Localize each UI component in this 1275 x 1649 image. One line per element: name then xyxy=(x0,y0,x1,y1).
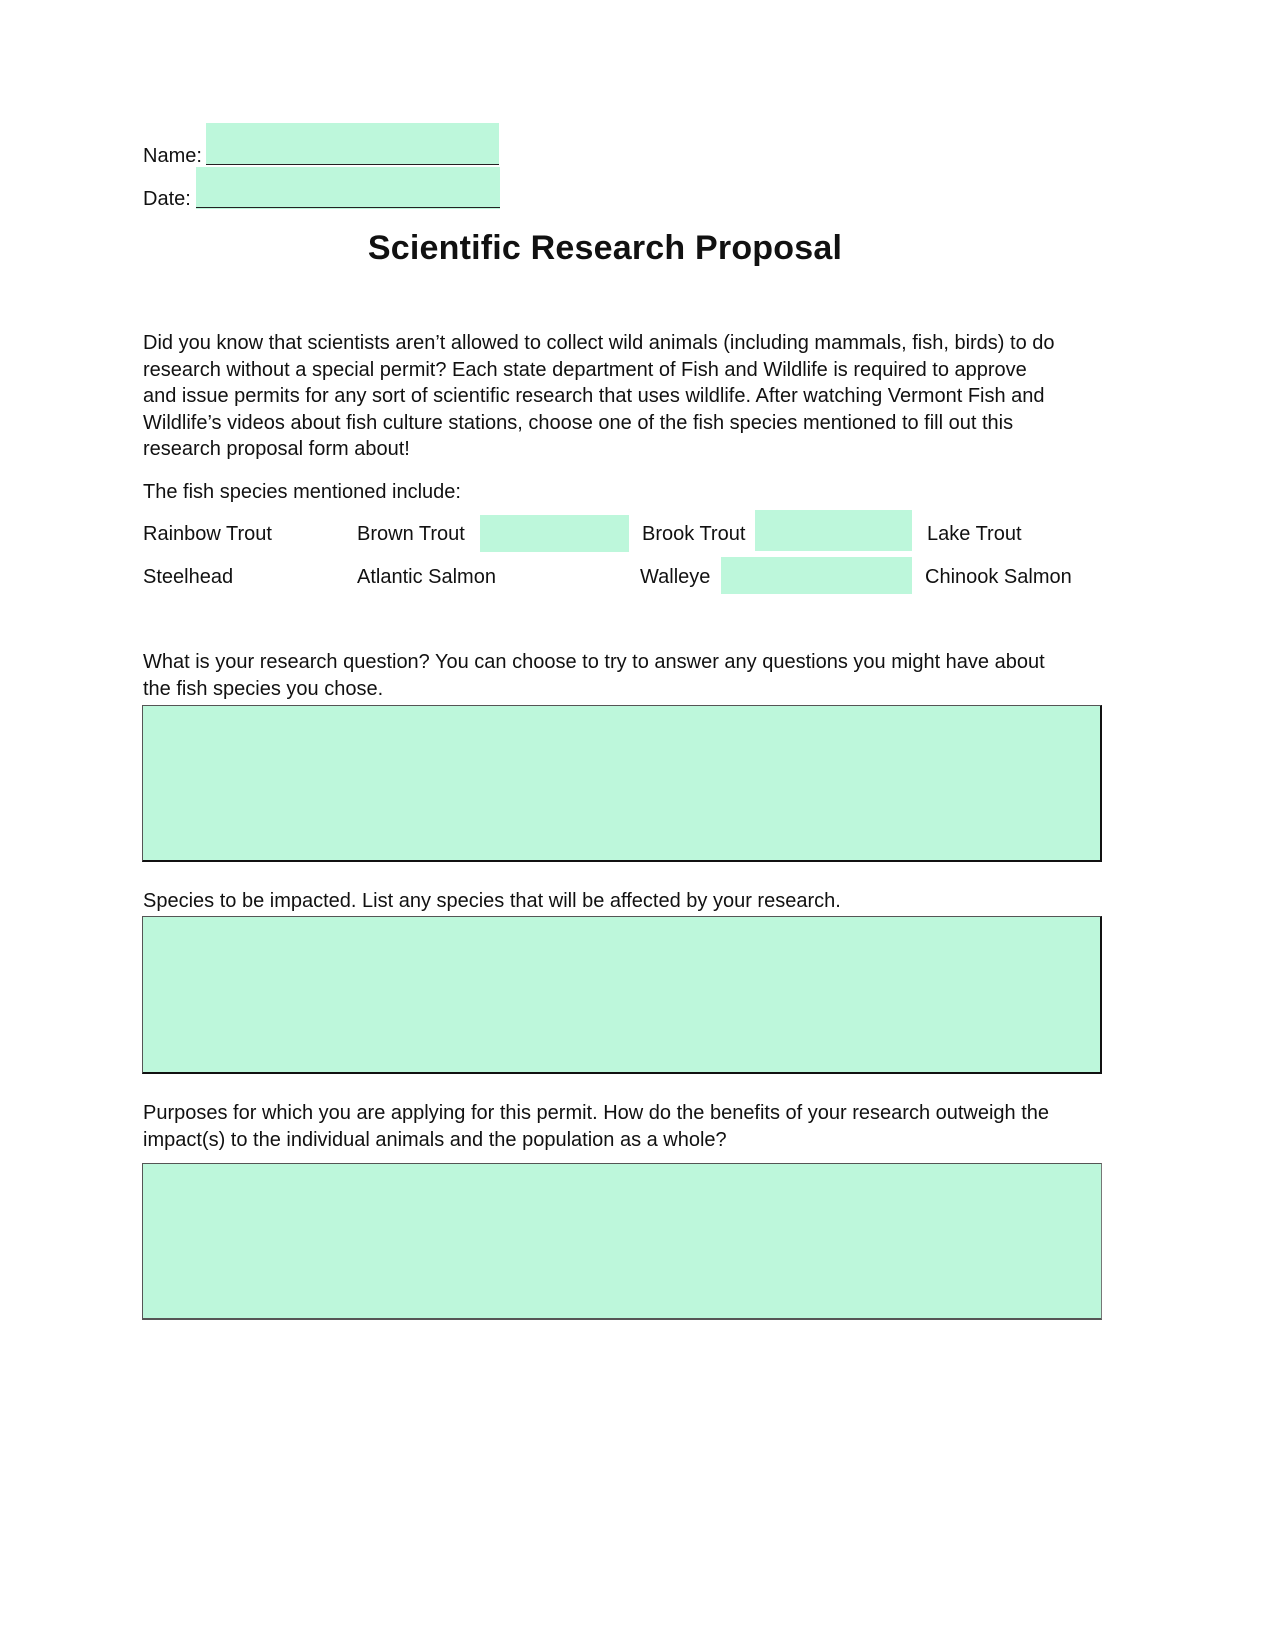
purposes-answer-box[interactable] xyxy=(142,1163,1102,1320)
species-heading: The fish species mentioned include: xyxy=(143,481,461,503)
question-purposes xyxy=(143,1099,1049,1152)
intro-line: Wildlife’s videos about fish culture stations, choose one of the fish species mentioned to fill out this xyxy=(143,411,1014,434)
research-question-answer-box[interactable] xyxy=(142,705,1102,862)
question-line: What is your research question? You can choose to try to answer any questions you might have about xyxy=(143,651,1045,673)
date-label: Date: xyxy=(143,188,191,210)
species-field[interactable] xyxy=(755,510,912,551)
species-item: Lake Trout xyxy=(927,523,1022,545)
page-title: Scientific Research Proposal xyxy=(367,229,843,267)
species-item: Steelhead xyxy=(143,566,234,588)
question-species-impacted xyxy=(143,887,841,914)
species-item: Walleye xyxy=(640,566,711,588)
species-item: Chinook Salmon xyxy=(925,566,1072,588)
species-item: Rainbow Trout xyxy=(143,523,272,545)
intro-line: research without a special permit? Each state department of Fish and Wildlife is required to approve xyxy=(143,358,1027,381)
species-item: Atlantic Salmon xyxy=(357,566,496,588)
intro-line: Did you know that scientists aren’t allowed to collect wild animals (including mammals, fish, birds) to do xyxy=(143,332,1055,354)
name-field[interactable] xyxy=(206,123,499,165)
name-underline xyxy=(206,164,499,165)
species-impacted-answer-box[interactable] xyxy=(142,916,1102,1074)
intro-paragraph xyxy=(143,329,1055,462)
date-field[interactable] xyxy=(196,167,500,209)
title-wrap xyxy=(0,229,1210,268)
intro-line: research proposal form about! xyxy=(143,438,410,461)
species-item: Brown Trout xyxy=(357,523,465,545)
question-line: the fish species you chose. xyxy=(143,677,384,700)
question-line: Species to be impacted. List any species that will be affected by your research. xyxy=(143,890,841,912)
species-field[interactable] xyxy=(721,557,912,594)
species-field[interactable] xyxy=(480,515,629,552)
intro-line: and issue permits for any sort of scientific research that uses wildlife. After watching Vermont Fish and xyxy=(143,385,1045,408)
species-item: Brook Trout xyxy=(642,523,746,545)
date-underline xyxy=(196,207,500,208)
question-line: Purposes for which you are applying for this permit. How do the benefits of your research outweigh the xyxy=(143,1102,1050,1124)
question-line: impact(s) to the individual animals and the population as a whole? xyxy=(143,1128,727,1151)
name-label: Name: xyxy=(143,145,202,167)
question-research xyxy=(143,648,1045,701)
